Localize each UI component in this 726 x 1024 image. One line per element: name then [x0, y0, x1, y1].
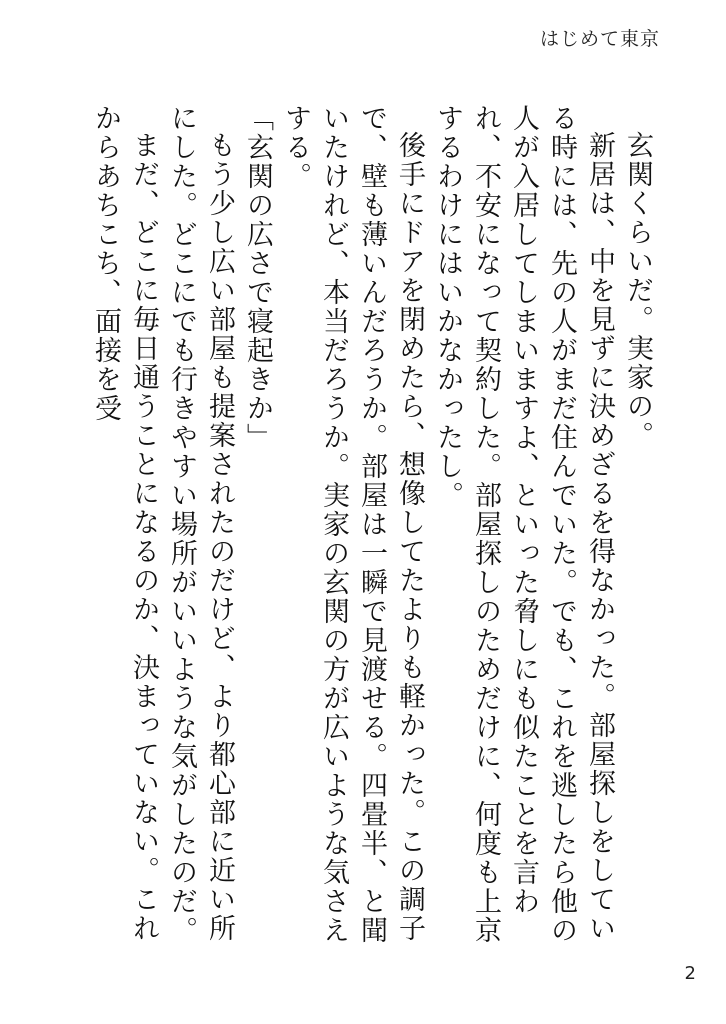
paragraph: 後手にドアを閉めたら、想像してたよりも軽かった。この調子で、壁も薄いんだろうか。部屋は一瞬で見渡せる。四畳半、と聞いたけれど、本当だろうか。実家の玄関の方が広いような気さえする。	[280, 104, 425, 945]
paragraph: 新居は、中を見ずに決めざるを得なかった。部屋探しをしている時には、先の人がまだ住んでいた。でも、これを逃したら他の人が入居してしまいますよ、といった脅しにも似たことを言われ、不安になって契約した。部屋探しのためだけに、何度も上京するわけにはいかなかったし。	[432, 104, 615, 945]
paragraph: もう少し広い部屋も提案されたのだけど、より都心部に近い所にした。どこにでも行きやすい場所がいいような気がしたのだ。	[166, 104, 235, 945]
vertical-body-text	[56, 104, 656, 949]
running-header-title: はじめて東京	[539, 28, 660, 50]
dialogue-line: 「玄関の広さで寝起きか」	[242, 104, 273, 452]
paragraph: 玄関くらいだ。実家の。	[622, 131, 653, 450]
page-number: 2	[684, 963, 696, 984]
paragraph: まだ、どこに毎日通うことになるのか、決まっていない。これからあちこち、面接を受	[90, 104, 159, 943]
